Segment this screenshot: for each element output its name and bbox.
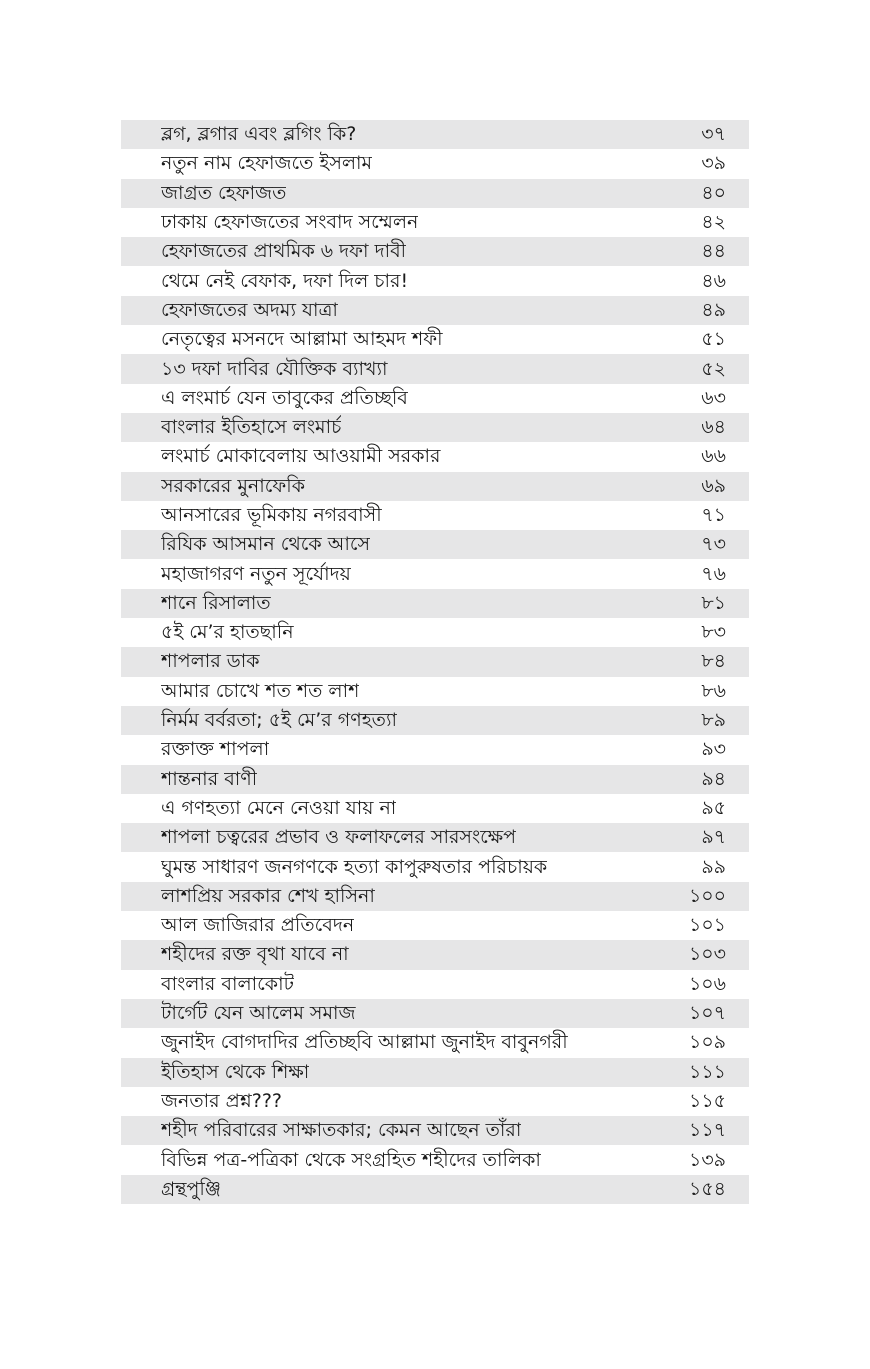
toc-row[interactable] (121, 706, 749, 735)
toc-row[interactable] (121, 882, 749, 911)
toc-entry-title: টার্গেট যেন আলেম সমাজ (161, 1002, 356, 1025)
toc-entry-title: এ লংমার্চ যেন তাবুকের প্রতিচ্ছবি (161, 386, 408, 409)
toc-entry-page: ৮৪ (701, 650, 726, 673)
toc-entry-title: ঢাকায় হেফাজতের সংবাদ সম্মেলন (161, 211, 419, 234)
toc-row[interactable] (121, 266, 749, 295)
toc-entry-page: ১১৭ (688, 1119, 726, 1142)
toc-entry-title: ৫ই মে’র হাতছানি (161, 621, 294, 644)
toc-row[interactable] (121, 472, 749, 501)
toc-entry-title: থেমে নেই বেফাক, দফা দিল চার! (161, 269, 409, 292)
toc-entry-title: জুনাইদ বোগদাদির প্রতিচ্ছবি আল্লামা জুনাইদ বাবুনগরী (161, 1031, 568, 1054)
toc-row[interactable] (121, 999, 749, 1028)
toc-entry-title: গ্রন্থপুঞ্জি (161, 1177, 222, 1200)
toc-entry-title: নতুন নাম হেফাজতে ইসলাম (161, 152, 373, 175)
toc-row[interactable] (121, 1116, 749, 1145)
toc-entry-page: ১১১ (689, 1060, 726, 1083)
toc-entry-title: শহীদ পরিবারের সাক্ষাতকার; কেমন আছেন তাঁরা (161, 1119, 522, 1142)
toc-entry-title: নির্মম বর্বরতা; ৫ই মে’র গণহত্যা (161, 709, 397, 732)
toc-row[interactable] (121, 677, 749, 706)
toc-entry-title: বাংলার ইতিহাসে লংমার্চ (161, 416, 342, 439)
toc-entry-page: ১৩৯ (688, 1148, 726, 1171)
toc-entry-page: ৯৯ (701, 855, 726, 878)
toc-entry-page: ৭১ (701, 504, 726, 526)
toc-row[interactable] (121, 940, 749, 969)
toc-entry-title: ইতিহাস থেকে শিক্ষা (161, 1060, 310, 1083)
toc-row[interactable] (121, 149, 749, 178)
toc-entry-title: মহাজাগরণ নতুন সূর্যোদয় (161, 562, 351, 585)
toc-entry-title: ব্লগ, ব্লগার এবং ব্লগিং কি? (161, 123, 357, 146)
toc-row[interactable] (121, 589, 749, 618)
toc-entry-page: ৩৯ (701, 152, 726, 175)
toc-row[interactable] (121, 1028, 749, 1057)
toc-entry-page: ১০৬ (688, 972, 726, 995)
toc-entry-title: শাপলার ডাক (161, 650, 260, 673)
toc-entry-page: ৬৩ (701, 386, 726, 409)
toc-row[interactable] (121, 618, 749, 647)
toc-entry-page: ৮৬ (701, 679, 726, 702)
toc-entry-page: ৪৬ (701, 269, 726, 292)
toc-entry-page: ৯৭ (701, 826, 726, 849)
toc-entry-page: ৪২ (701, 211, 726, 234)
toc-row[interactable] (121, 413, 749, 442)
toc-entry-page: ৪৯ (701, 298, 726, 321)
toc-entry-title: আল জাজিরার প্রতিবেদন (161, 914, 355, 937)
toc-entry-title: আনসারের ভূমিকায় নগরবাসী (161, 504, 382, 526)
toc-entry-title: এ গণহত্যা মেনে নেওয়া যায় না (161, 796, 397, 819)
toc-entry-title: রক্তাক্ত শাপলা (161, 738, 270, 761)
toc-entry-page: ৬৬ (701, 445, 726, 468)
toc-row[interactable] (121, 384, 749, 413)
toc-entry-page: ৮৯ (701, 709, 726, 732)
toc-row[interactable] (121, 530, 749, 559)
toc-entry-title: লংমার্চ মোকাবেলায় আওয়ামী সরকার (161, 445, 441, 468)
toc-row[interactable] (121, 1087, 749, 1116)
toc-entry-title: হেফাজতের প্রাথমিক ৬ দফা দাবী (161, 240, 407, 263)
toc-entry-title: শানে রিসালাত (161, 591, 271, 614)
toc-row[interactable] (121, 1145, 749, 1174)
toc-entry-title: লাশপ্রিয় সরকার শেখ হাসিনা (161, 884, 375, 907)
toc-row[interactable] (121, 296, 749, 325)
toc-entry-page: ৪০ (701, 181, 726, 204)
toc-entry-page: ৯৫ (701, 796, 726, 819)
toc-entry-page: ৪৪ (701, 240, 726, 263)
toc-entry-page: ৩৭ (701, 123, 726, 146)
toc-entry-page: ১১৫ (689, 1089, 726, 1112)
toc-row[interactable] (121, 501, 749, 530)
toc-entry-page: ১০৭ (688, 1002, 726, 1025)
toc-entry-title: জাগ্রত হেফাজত (161, 181, 287, 204)
toc-entry-title: ১৩ দফা দাবির যৌক্তিক ব্যাখ্যা (161, 357, 388, 380)
toc-row[interactable] (121, 823, 749, 852)
toc-row[interactable] (121, 179, 749, 208)
table-of-contents (121, 120, 749, 1204)
toc-entry-page: ৫২ (701, 357, 726, 380)
toc-row[interactable] (121, 735, 749, 764)
toc-row[interactable] (121, 208, 749, 237)
toc-entry-title: শাপলা চত্বরের প্রভাব ও ফলাফলের সারসংক্ষেপ (161, 826, 517, 849)
toc-row[interactable] (121, 647, 749, 676)
toc-row[interactable] (121, 354, 749, 383)
toc-row[interactable] (121, 237, 749, 266)
toc-row[interactable] (121, 970, 749, 999)
toc-entry-title: শান্তনার বাণী (161, 767, 258, 790)
toc-entry-page: ১০০ (688, 884, 726, 907)
toc-row[interactable] (121, 794, 749, 823)
toc-entry-title: শহীদের রক্ত বৃথা যাবে না (161, 943, 349, 966)
toc-row[interactable] (121, 852, 749, 881)
toc-entry-page: ১০৯ (688, 1031, 726, 1054)
toc-entry-page: ১৫৪ (689, 1177, 726, 1200)
toc-entry-page: ৭৬ (701, 562, 726, 585)
toc-entry-page: ৮৩ (701, 621, 726, 644)
toc-row[interactable] (121, 442, 749, 471)
toc-entry-title: হেফাজতের অদম্য যাত্রা (161, 298, 338, 321)
toc-entry-title: ঘুমন্ত সাধারণ জনগণকে হত্যা কাপুরুষতার পরিচায়ক (161, 855, 548, 878)
toc-row[interactable] (121, 325, 749, 354)
toc-entry-page: ৬৪ (701, 416, 726, 439)
toc-row[interactable] (121, 559, 749, 588)
toc-entry-page: ৭৩ (701, 533, 726, 556)
toc-entry-page: ৮১ (701, 591, 726, 614)
toc-row[interactable] (121, 1175, 749, 1204)
toc-row[interactable] (121, 765, 749, 794)
toc-row[interactable] (121, 120, 749, 149)
toc-entry-page: ১০৩ (688, 943, 726, 966)
toc-row[interactable] (121, 1058, 749, 1087)
toc-entry-title: রিযিক আসমান থেকে আসে (161, 533, 371, 556)
toc-row[interactable] (121, 911, 749, 940)
toc-entry-title: আমার চোখে শত শত লাশ (161, 679, 360, 702)
toc-entry-page: ৫১ (701, 328, 726, 351)
toc-entry-title: বাংলার বালাকোট (161, 972, 294, 995)
toc-entry-title: বিভিন্ন পত্র-পত্রিকা থেকে সংগ্রহিত শহীদের তালিকা (161, 1148, 541, 1171)
toc-entry-title: নেতৃত্বের মসনদে আল্লামা আহমদ শফী (161, 328, 443, 351)
toc-entry-page: ১০১ (688, 914, 726, 937)
toc-entry-page: ৬৯ (701, 474, 726, 497)
toc-entry-page: ৯৩ (701, 738, 726, 761)
toc-entry-title: সরকারের মুনাফেকি (161, 474, 306, 497)
toc-entry-title: জনতার প্রশ্ন??? (161, 1089, 282, 1112)
toc-entry-page: ৯৪ (701, 767, 726, 790)
